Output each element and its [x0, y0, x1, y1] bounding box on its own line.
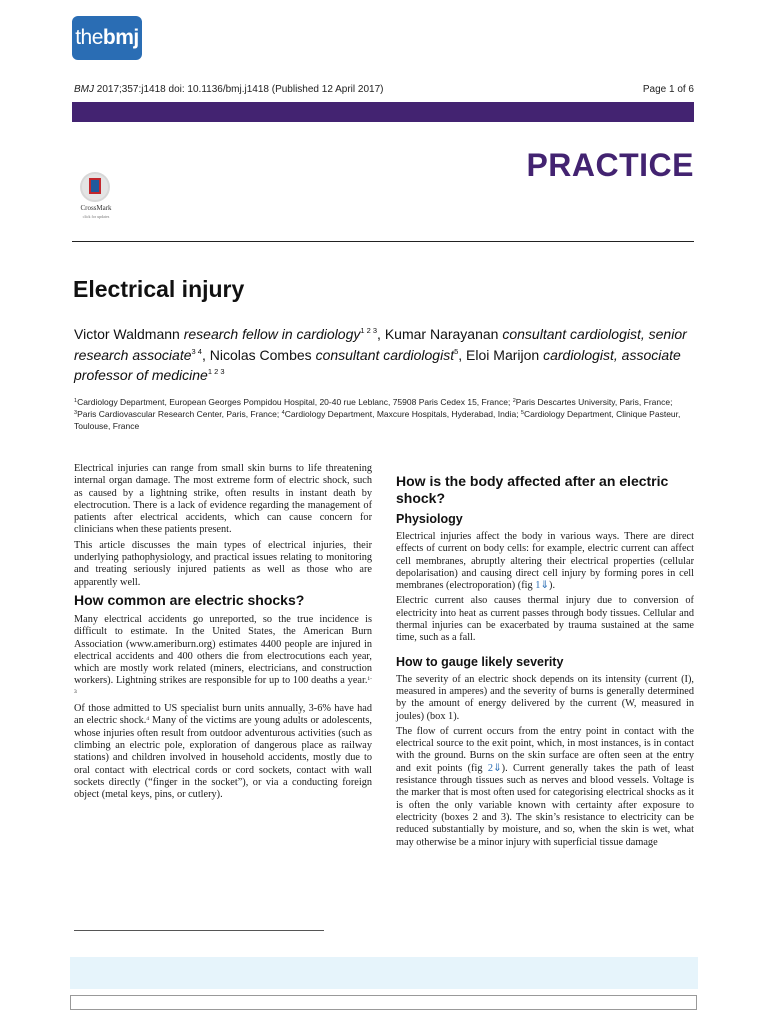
author-name: Nicolas Combes [209, 346, 312, 363]
intro-paragraph: This article discusses the main types of electrical injuries, their underlying pathophysiology, and practical issues relating to monitoring and treating seriously injured patients as well as those who are apparently well. [74, 539, 372, 588]
heading-body-affected: How is the body affected after an electric shock? [396, 473, 669, 506]
affiliations [74, 396, 696, 432]
author-affil-sup: 1 2 3 [207, 367, 225, 376]
body-paragraph: Electric current also causes thermal injury due to conversion of electricity into heat as current passes through body tissues. Cellular and thermal injuries can be exacerbated by trauma sustained at the same time, such as a fall. [396, 595, 694, 644]
footer-info-box [70, 957, 698, 989]
author-role: research fellow in cardiology [183, 326, 361, 342]
affil-sup: 2 [512, 398, 516, 404]
section-label: PRACTICE [526, 147, 694, 183]
body-text: The flow of current occurs from the entry point in contact with the electrical source to the exit point, which, in most instances, is in contact with the ground. Burns on the skin surface are often seen at the entry and exit points (fig [396, 725, 694, 774]
bmj-logo[interactable] [72, 16, 142, 60]
header-divider [72, 241, 694, 242]
body-text: Many of the victims are young adults or adolescents, whose injuries often result from outdoor adventurous activities (such as climbing an electric pole, exploration of dangerous place as railway stations) and children involved in household accidents, mostly due to oral contact with electrical cords or cord sockets, contact with wall sockets directly (“finger in the socket”), or via a conducting foreign object (metal keys, pins, or cutlery). [74, 715, 372, 801]
affil-sup: 3 [74, 410, 78, 416]
author-role: consultant cardiologist [315, 346, 455, 363]
citation-journal: BMJ [74, 84, 94, 95]
heading-physiology: Physiology [396, 512, 463, 526]
body-paragraph [74, 614, 372, 700]
author-role: cardiologist, associate professor of medicine [74, 346, 681, 383]
right-column [396, 473, 694, 852]
reference-sup[interactable]: 1-3 [74, 676, 372, 695]
body-text: Of those admitted to US specialist burn units annually, 3-6% have had an electric shock. [74, 703, 372, 727]
body-paragraph: The severity of an electric shock depends on its intensity (current (I), measured in amperes) and the severity of burns is generally determined by the amount of energy delivered by the current (W, measured in joules) (box 1). [396, 673, 694, 722]
crossmark-label [74, 204, 118, 221]
affil-text: Cardiology Department, European Georges Pompidou Hospital, 20-40 rue Leblanc, 75908 Paris Cedex 15, France; [77, 397, 513, 407]
citation-details: 2017;357:j1418 doi: 10.1136/bmj.j1418 (Published 12 April 2017) [94, 84, 384, 95]
body-text: Electrical injuries affect the body in various ways. There are direct effects of current on body cells: for example, electric current can affect cell membranes, abruptly altering their electrical properties (cellular depolarisation) and causing direct cell injury by forming pores in cell membranes (electroporation) (fig [396, 531, 694, 592]
author-role: consultant cardiologist, senior research associate [74, 326, 687, 363]
body-text: ). [549, 580, 556, 592]
affil-sup: 1 [74, 398, 78, 404]
affil-text: Paris Descartes University, Paris, France; [515, 397, 673, 407]
body-text: Many electrical accidents go unreported, so the true incidence is difficult to estimate. In the United States, the American Burn Association (www.ameriburn.org) estimates 4400 people are injured in electrical accidents and 400 others die from electrocutions each year, which are mostly work related (miners, electricians, and construction workers). Lightning strikes are responsible for up to 100 deaths a year. [74, 613, 372, 687]
header-purple-bar [72, 102, 694, 122]
author-list: Victor Waldmann research fellow in cardiology$^{1 2 3}$, Kumar Narayanan consultant cardiologist, senior research associate$^{3 4}$, Nicolas Combes consultant cardiologist$^5$, Eloi Marijon cardiologist, associate professor of medicine$^{1 2 3}$ [74, 326, 687, 383]
affil-text: Cardiology Department, Clinique Pasteur, Toulouse, France [74, 409, 681, 431]
body-paragraph [396, 726, 694, 849]
reference-sup[interactable]: 4 [146, 716, 150, 723]
citation-line [74, 84, 383, 95]
crossmark-sub-text: click for updates [82, 214, 110, 219]
crossmark-label-text: CrossMark [80, 204, 112, 212]
affil-sup: 5 [520, 410, 524, 416]
footnote-rule [74, 930, 324, 931]
affil-text: Paris Cardiovascular Research Center, Paris, France; [77, 409, 282, 419]
affil-text: Cardiology Department, Maxcure Hospitals, Hyderabad, India; [284, 409, 521, 419]
author-name: Eloi Marijon [466, 346, 540, 363]
article-title: Electrical injury [73, 276, 245, 302]
logo-bmj-text: bmj [102, 26, 139, 49]
author-affil-sup: 5 [454, 346, 459, 356]
figure-link[interactable]: 1⇓ [535, 580, 550, 592]
heading-severity: How to gauge likely severity [396, 654, 564, 669]
author-name: Kumar Narayanan [384, 326, 499, 342]
crossmark-badge[interactable] [74, 172, 118, 218]
author-affil-sup: 3 4 [191, 346, 202, 356]
figure-link[interactable]: 2⇓ [487, 762, 502, 774]
footer-outline-box [70, 995, 697, 1010]
heading-how-common: How common are electric shocks? [74, 591, 305, 608]
body-text: ). Current generally takes the path of least resistance through tissues such as nerves and blood vessels. Voltage is the marker that is most often used for categorising electrical shocks as it is often the only variable known with certainty after exposure to electricity (boxes 2 and 3). The skin’s resistance to electricity can be reduced substantially by moisture, and so, when the skin is wet, what may otherwise be a minor injury with superficial tissue damage [396, 762, 694, 848]
left-column [74, 463, 372, 804]
intro-paragraph: Electrical injuries can range from small skin burns to life threatening internal organ damage. The most extreme form of electric shock, such as caused by a lightning strike, often results in instant death by electrocution. There is a lack of evidence regarding the management of patients after electrical accidents, which can cause concern for clinicians when these patients present. [74, 463, 372, 536]
body-paragraph [396, 531, 694, 592]
page-number: Page 1 of 6 [642, 84, 694, 95]
body-paragraph [74, 703, 372, 801]
affil-sup: 4 [281, 410, 285, 416]
author-affil-sup: 1 2 3 [360, 326, 378, 335]
crossmark-bookmark-blue [91, 180, 99, 192]
logo-the-text: the [75, 26, 103, 49]
author-name: Victor Waldmann [74, 326, 180, 342]
